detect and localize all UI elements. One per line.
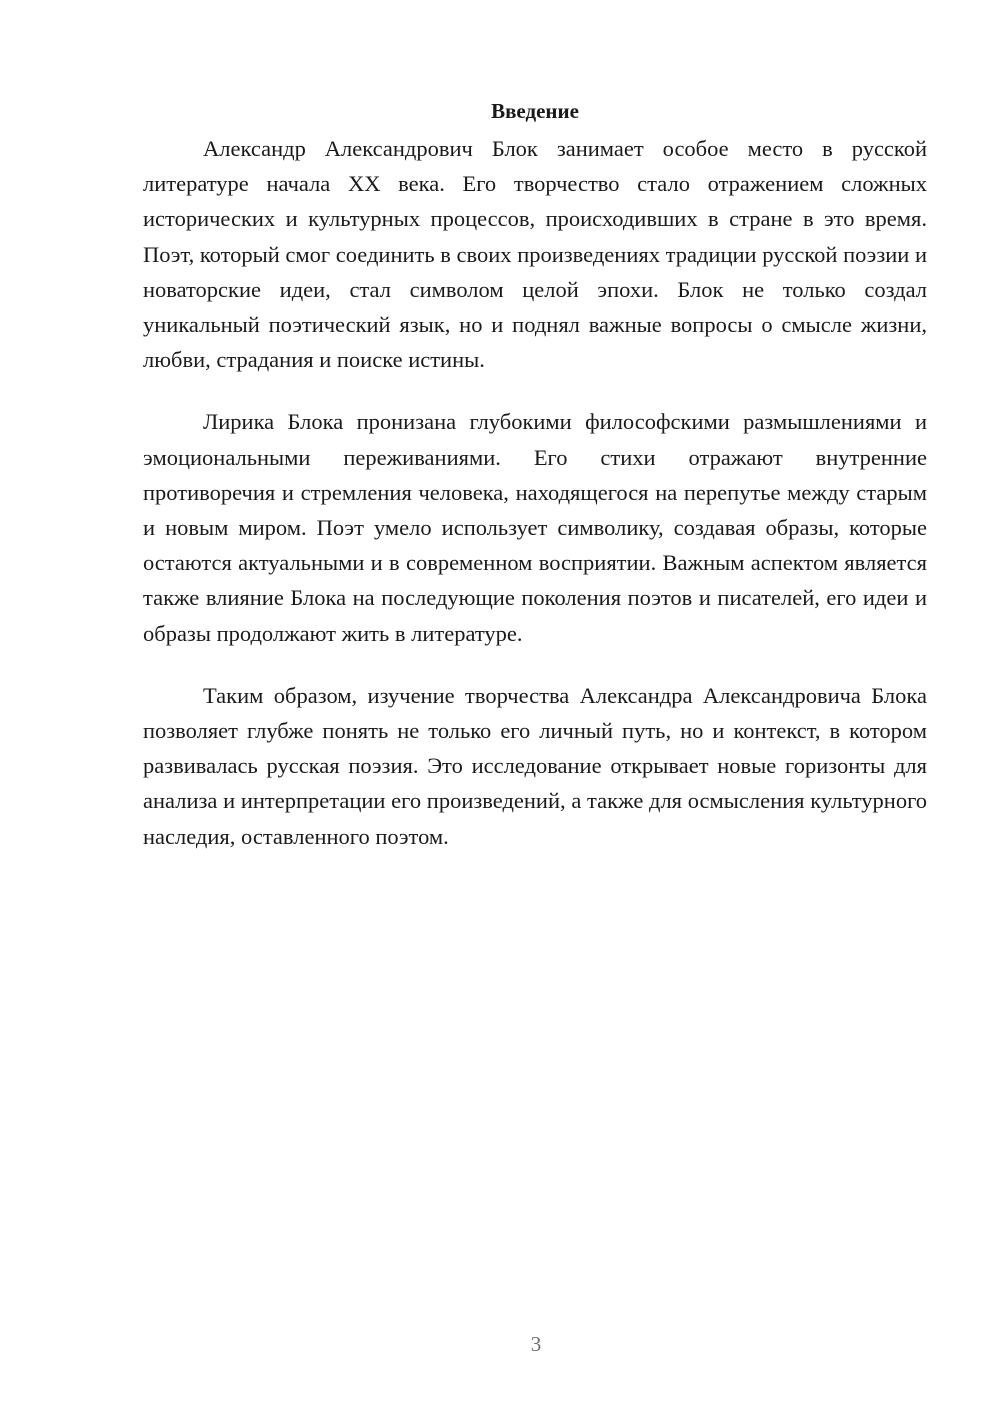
- section-title: Введение: [491, 99, 579, 123]
- paragraph-1: Александр Александрович Блок занимает особое место в русской литературе начала XX века. Его творчество стало отражением сложных исторических и культурных процессов, происходивших в стране в это время. Поэт, который смог соединить в своих произведениях традиции русской поэзии и новаторские идеи, стал символом целой эпохи. Блок не только создал уникальный поэтический язык, но и поднял важные вопросы о смысле жизни, любви, страдания и поиске истины.: [143, 136, 927, 373]
- paragraph-3: Таким образом, изучение творчества Александра Александровича Блока позволяет глубже понять не только его личный путь, но и контекст, в котором развивалась русская поэзия. Это исследование открывает новые горизонты для анализа и интерпретации его произведений, а также для осмысления культурного наследия, оставленного поэтом.: [143, 682, 927, 849]
- page-number: 3: [530, 1332, 542, 1356]
- paragraph-2: Лирика Блока пронизана глубокими философскими размышлениями и эмоциональными переживаниями. Его стихи отражают внутренние противоречия и стремления человека, находящегося на перепутье между старым и новым миром. Поэт умело использует символику, создавая образы, которые остаются актуальными и в современном восприятии. Важным аспектом является также влияние Блока на последующие поколения поэтов и писателей, его идеи и образы продолжают жить в литературе.: [143, 409, 927, 646]
- page-content: [143, 95, 927, 881]
